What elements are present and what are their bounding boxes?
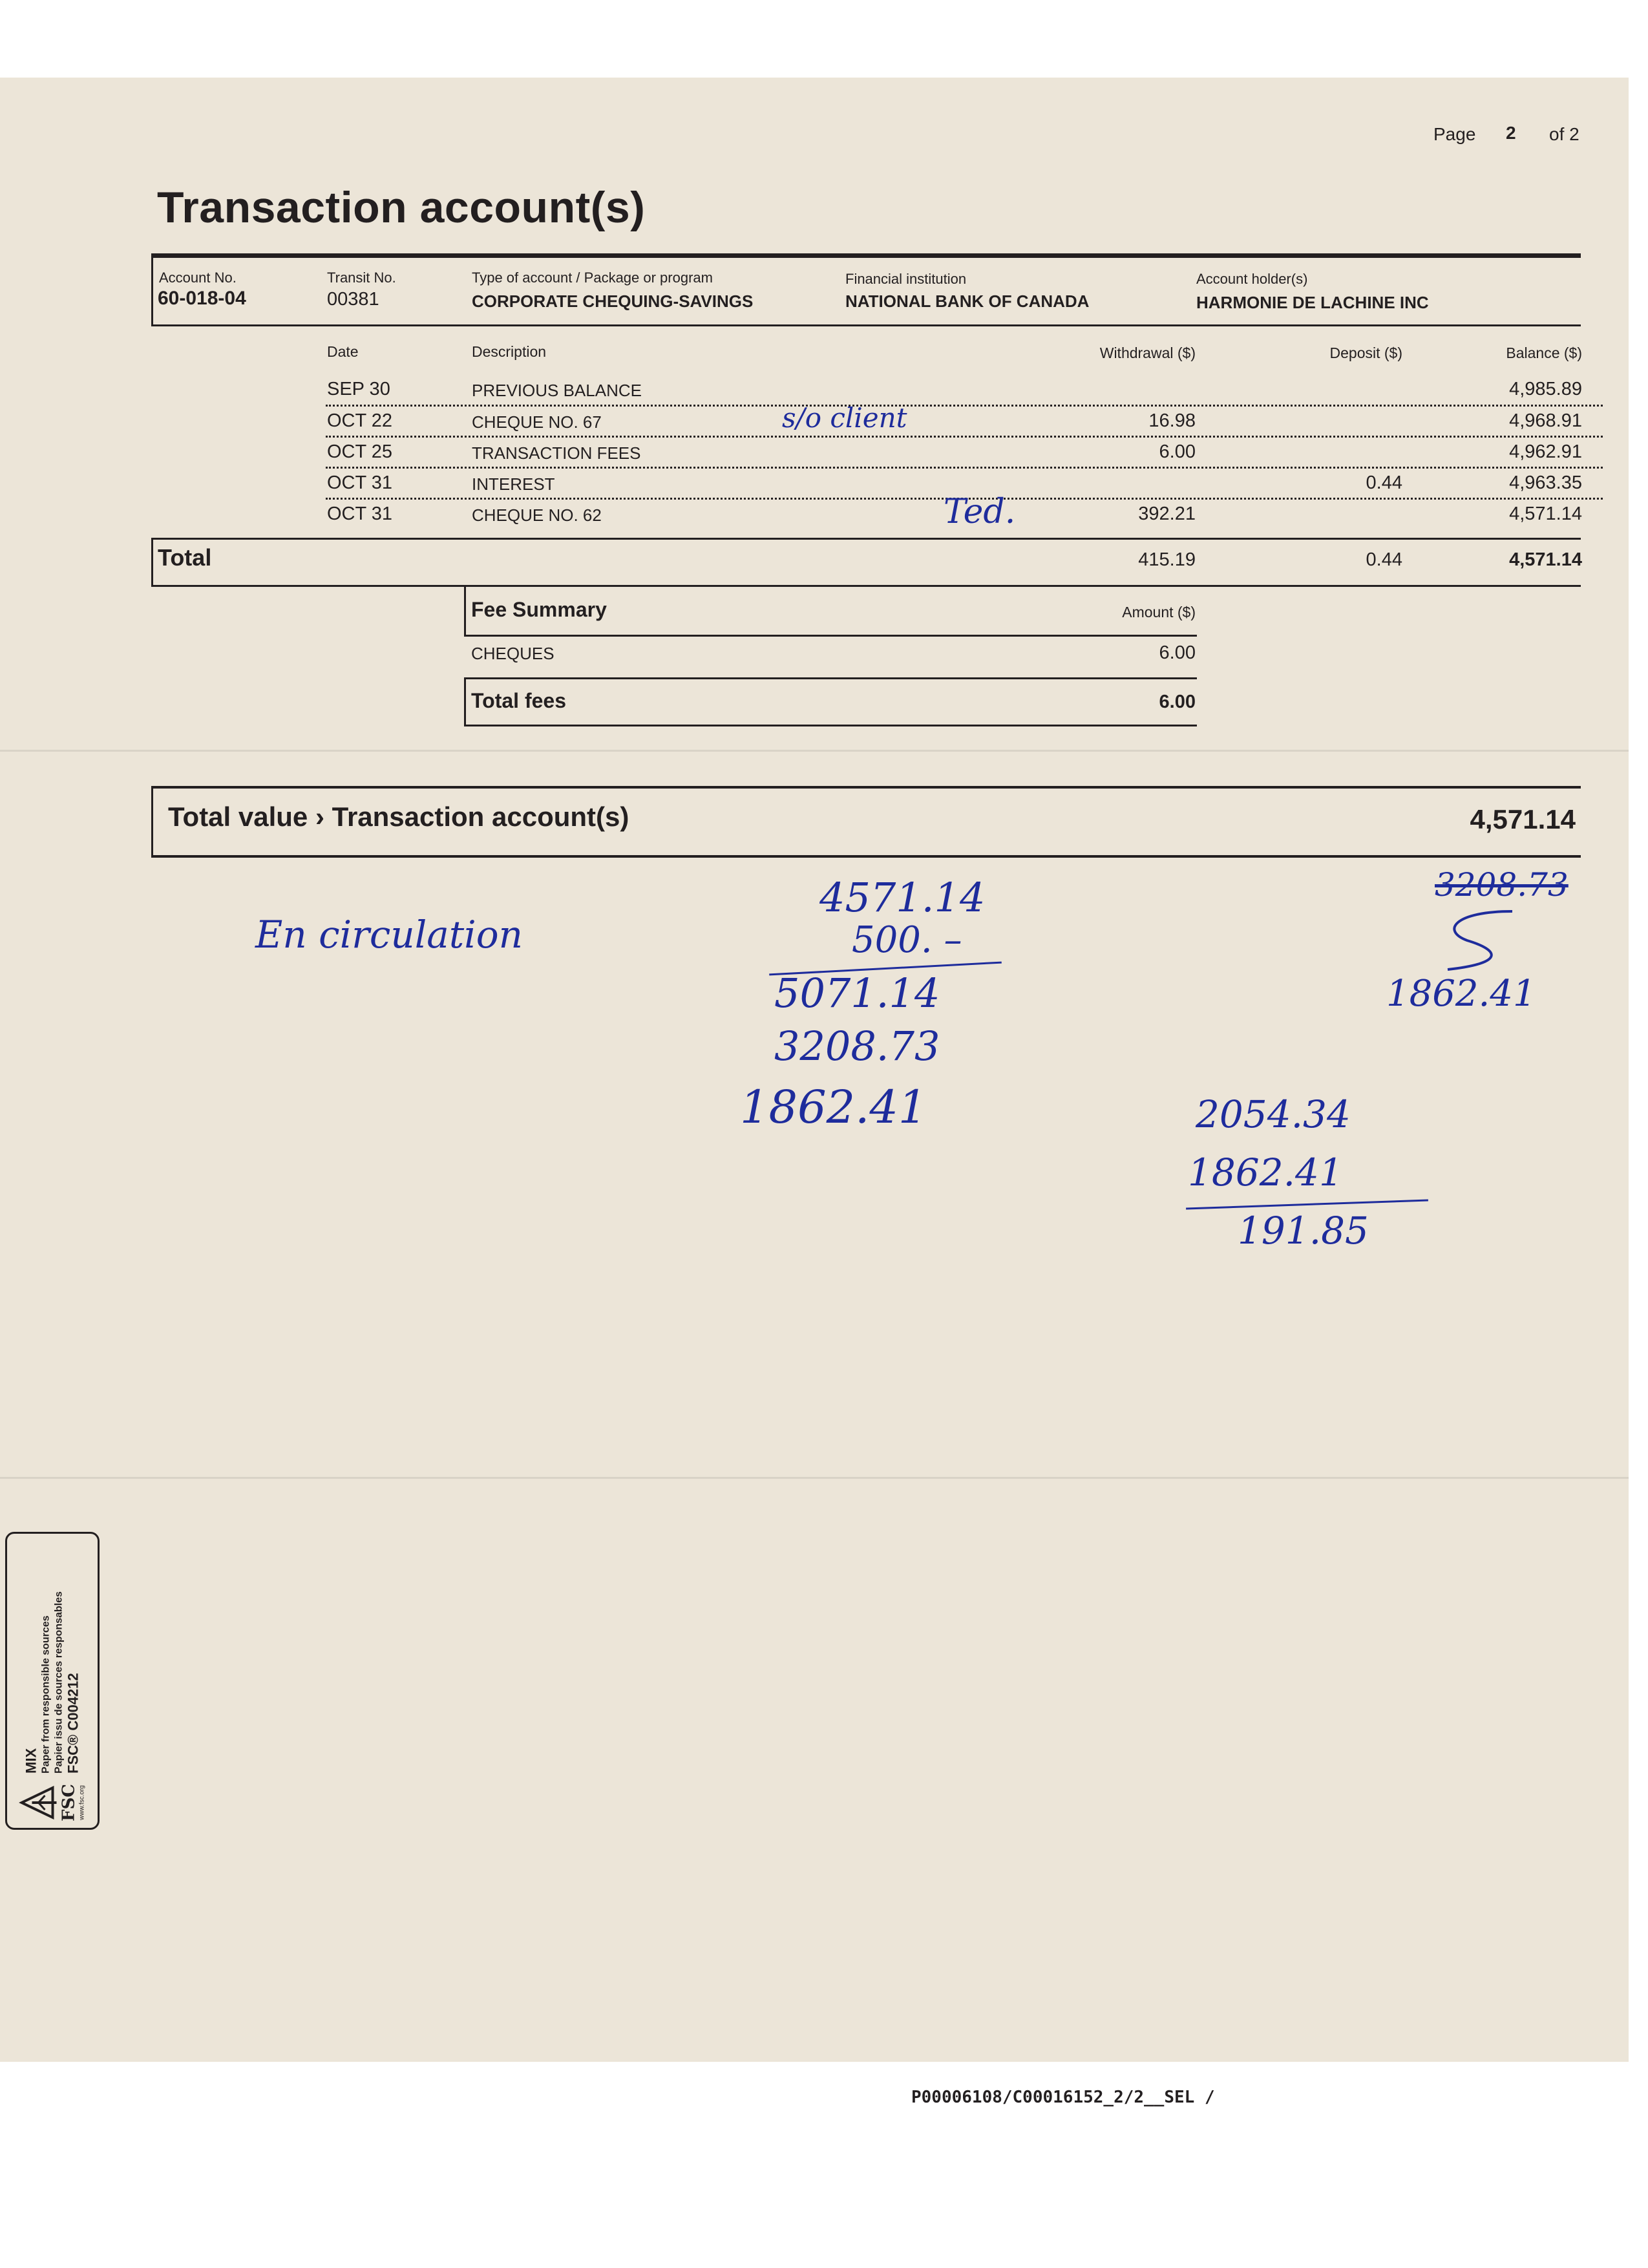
page-title: Transaction account(s) xyxy=(157,183,646,232)
total-top-rule xyxy=(151,538,1581,540)
total-left-edge xyxy=(151,538,153,587)
handwritten-figure: 191.85 xyxy=(1238,1209,1369,1253)
box-left-edge xyxy=(151,253,153,326)
handwritten-figure: 1862.41 xyxy=(1386,973,1536,1015)
document-code: P00006108/C00016152_2/2__SEL / xyxy=(911,2088,1215,2107)
row-separator xyxy=(326,436,1603,438)
txn-description: TRANSACTION FEES xyxy=(472,443,641,463)
txn-description: CHEQUE NO. 67 xyxy=(472,412,602,432)
account-no-label: Account No. xyxy=(159,270,237,286)
total-value-label: Total value › Transaction account(s) xyxy=(168,801,629,832)
handwritten-figure: 5071.14 xyxy=(774,970,940,1017)
handwritten-scribble xyxy=(1428,905,1525,976)
fee-header-rule xyxy=(464,635,1197,637)
fee-bottom-rule xyxy=(464,725,1197,726)
header-bottom-rule xyxy=(151,324,1581,326)
row-separator xyxy=(326,405,1603,407)
row-separator xyxy=(326,467,1603,469)
txn-date: OCT 31 xyxy=(327,472,393,493)
col-deposit: Deposit ($) xyxy=(1329,344,1402,361)
txn-withdrawal: 16.98 xyxy=(1148,410,1196,431)
account-holder: HARMONIE DE LACHINE INC xyxy=(1196,293,1429,312)
txn-balance: 4,968.91 xyxy=(1509,410,1582,431)
total-value-top-rule xyxy=(151,786,1581,789)
col-withdrawal: Withdrawal ($) xyxy=(1099,344,1196,361)
handwritten-figure: 500. – xyxy=(852,919,962,961)
fsc-tree-logo-icon xyxy=(19,1783,59,1823)
handwritten-figure: 4571.14 xyxy=(819,874,986,921)
txn-deposit: 0.44 xyxy=(1366,472,1402,493)
total-deposit: 0.44 xyxy=(1366,549,1402,570)
statement-page xyxy=(0,78,1629,2062)
account-no: 60-018-04 xyxy=(158,288,246,309)
txn-balance: 4,985.89 xyxy=(1509,379,1582,399)
txn-balance: 4,962.91 xyxy=(1509,441,1582,462)
col-balance: Balance ($) xyxy=(1506,344,1582,361)
handwritten-figure: 1862.41 xyxy=(1188,1150,1343,1194)
total-bottom-rule xyxy=(151,585,1581,587)
account-type-label: Type of account / Package or program xyxy=(472,270,713,286)
txn-date: OCT 22 xyxy=(327,410,393,431)
total-fees-amount: 6.00 xyxy=(1159,692,1196,712)
page-number: 2 xyxy=(1506,123,1516,143)
txn-description: CHEQUE NO. 62 xyxy=(472,505,602,525)
fsc-code: FSC® C004212 xyxy=(65,1673,81,1774)
handwritten-figure: 3208.73 xyxy=(1435,866,1569,904)
total-withdrawal: 415.19 xyxy=(1138,549,1196,570)
total-value-bottom-rule xyxy=(151,855,1581,858)
total-balance: 4,571.14 xyxy=(1509,549,1582,570)
fee-amount-label: Amount ($) xyxy=(1122,604,1196,620)
fsc-line-1: Paper from responsible sources xyxy=(40,1615,52,1774)
fee-row-amount: 6.00 xyxy=(1159,642,1196,663)
txn-withdrawal: 6.00 xyxy=(1159,441,1196,462)
handwritten-note: Ted. xyxy=(944,493,1016,531)
fold-line xyxy=(0,1477,1629,1479)
account-type: CORPORATE CHEQUING-SAVINGS xyxy=(472,291,754,311)
handwritten-note: En circulation xyxy=(255,913,523,957)
total-value-amount: 4,571.14 xyxy=(1470,804,1576,834)
page-of: of 2 xyxy=(1549,124,1579,144)
institution: NATIONAL BANK OF CANADA xyxy=(845,291,1090,311)
total-label: Total xyxy=(158,544,212,571)
handwritten-figure: 2054.34 xyxy=(1196,1092,1351,1136)
handwritten-note: s/o client xyxy=(782,402,907,434)
handwritten-figure: 1862.41 xyxy=(740,1081,927,1134)
txn-date: OCT 25 xyxy=(327,441,393,462)
fee-row-label: CHEQUES xyxy=(471,644,555,663)
fee-total-left-edge xyxy=(464,677,466,726)
page-label: Page xyxy=(1433,124,1476,144)
txn-withdrawal: 392.21 xyxy=(1138,503,1196,524)
fsc-label-text xyxy=(19,1538,86,1823)
fee-summary-title: Fee Summary xyxy=(471,598,607,621)
fsc-mix: MIX xyxy=(23,1748,39,1774)
fee-total-top-rule xyxy=(464,677,1197,679)
fsc-line-2: Papier issu de sources responsables xyxy=(53,1591,64,1774)
total-fees-label: Total fees xyxy=(471,689,566,712)
txn-date: OCT 31 xyxy=(327,503,393,524)
col-description: Description xyxy=(472,343,547,360)
col-date: Date xyxy=(327,343,359,360)
txn-balance: 4,963.35 xyxy=(1509,472,1582,493)
txn-date: SEP 30 xyxy=(327,379,390,399)
fold-line xyxy=(0,750,1629,752)
header-rule xyxy=(151,253,1581,258)
transit-no: 00381 xyxy=(327,289,379,310)
txn-description: INTEREST xyxy=(472,474,555,494)
transit-label: Transit No. xyxy=(327,270,396,286)
institution-label: Financial institution xyxy=(845,271,967,287)
fsc-logo-text: FSC xyxy=(59,1784,79,1821)
fsc-site: www.fsc.org xyxy=(78,1785,86,1820)
txn-balance: 4,571.14 xyxy=(1509,503,1582,524)
txn-description: PREVIOUS BALANCE xyxy=(472,381,642,400)
fsc-certification-label xyxy=(5,1532,100,1830)
total-value-left-edge xyxy=(151,786,153,857)
handwritten-figure: 3208.73 xyxy=(774,1023,940,1070)
fee-left-edge xyxy=(464,585,466,637)
account-holder-label: Account holder(s) xyxy=(1196,271,1308,287)
